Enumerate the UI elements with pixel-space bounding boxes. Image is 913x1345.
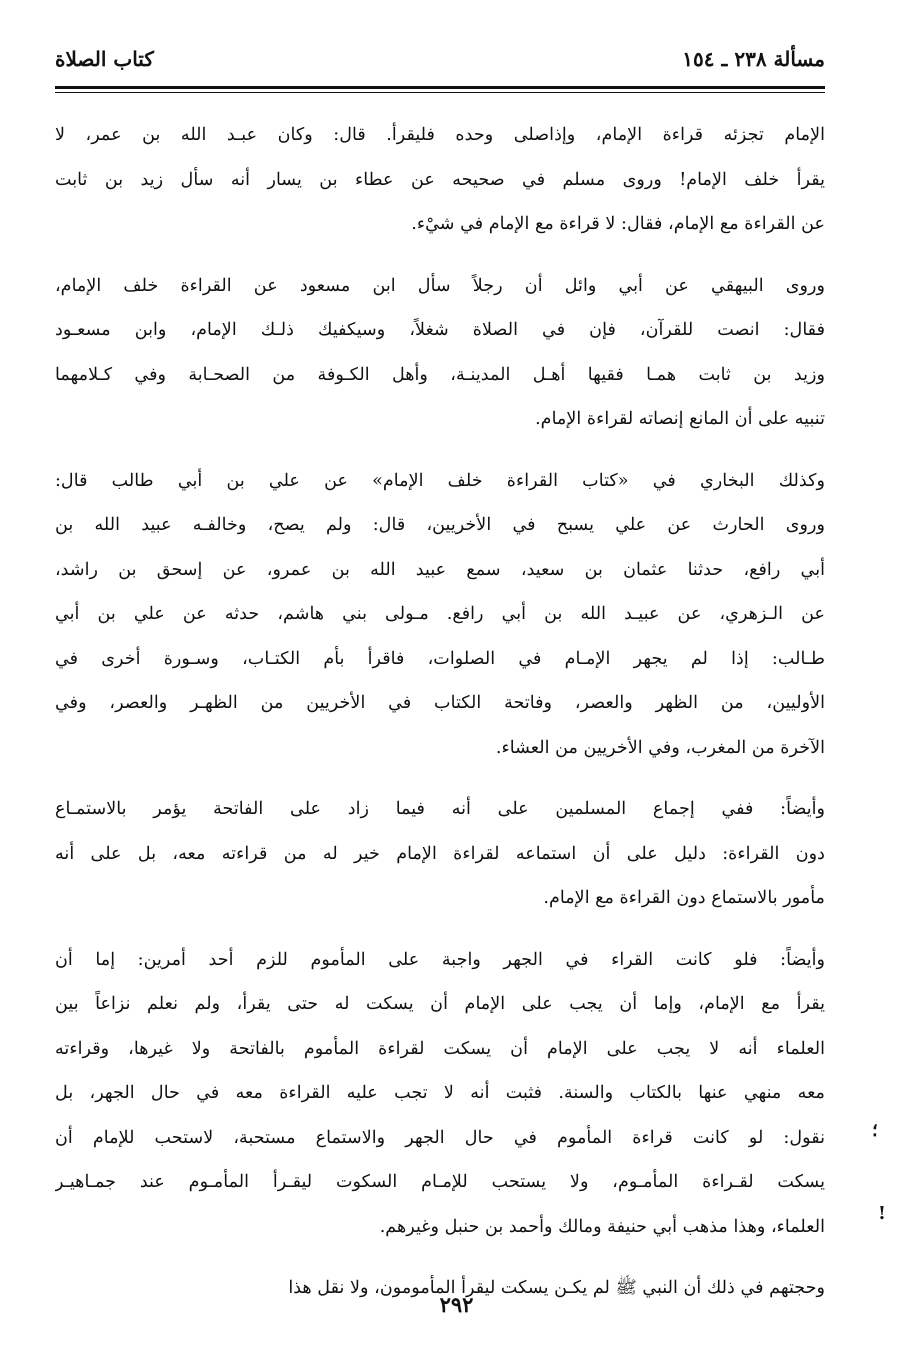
paragraph-gap — [55, 1249, 825, 1266]
text-line: يسكت لقـراءة المأمـوم، ولا يستحب للإمـام السكوت ليقـرأ المأمـوم عند جمـاهيـر — [55, 1172, 825, 1192]
paragraph — [55, 113, 825, 247]
text-line: وروى الحارث عن علي يسبح في الأخريين، قال: ولم يصح، وخالفـه عبيد الله بن — [55, 515, 825, 535]
text-line: عن القراءة مع الإمام، فقال: لا قراءة مع الإمام في شيْء. — [411, 214, 825, 234]
paragraph-gap — [55, 921, 825, 938]
margin-mark: ؛ — [872, 1120, 878, 1141]
body-text — [55, 113, 825, 1311]
text-line: يقرأ مع الإمام، وإما أن يجب على الإمام أن يسكت له حتى يقرأ، ولم نعلم نزاعاً بين — [55, 994, 825, 1014]
text-line: الأوليين، من الظهر والعصر، وفاتحة الكتاب في الأخريين من الظهـر والعصر، وفي — [55, 693, 825, 713]
text-line: طـالب: إذا لم يجهر الإمـام في الصلوات، فاقرأ بأم الكتـاب، وسـورة أخرى في — [55, 648, 825, 669]
book-title: كتاب الصلاة — [55, 47, 154, 71]
text-line: الإمام تجزئه قراءة الإمام، وإذاصلى وحده فليقرأ. قال: وكان عبـد الله بن عمر، لا — [55, 125, 825, 145]
paragraph — [55, 459, 825, 771]
text-line: نقول: لو كانت قراءة المأموم في حال الجهر والاستماع مستحبة، لاستحب للإمام أن — [55, 1127, 825, 1148]
header-rule-thick — [55, 86, 825, 89]
text-line: وأيضاً: ففي إجماع المسلمين على أنه فيما زاد على الفاتحة يؤمر بالاستمـاع — [55, 799, 825, 819]
text-line: فقال: انصت للقرآن، فإن في الصلاة شغلاً، وسيكفيك ذلـك الإمام، وابن مسعـود — [55, 320, 825, 340]
paragraph — [55, 938, 825, 1250]
paragraph-gap — [55, 770, 825, 787]
text-line: تنبيه على أن المانع إنصاته لقراءة الإمام. — [535, 409, 825, 429]
text-line: الآخرة من المغرب، وفي الأخريين من العشاء. — [495, 737, 825, 758]
margin-mark: ! — [878, 1203, 886, 1224]
text-line: أبي رافع، حدثنا عثمان بن سعيد، سمع عبيد الله بن عمرو، عن إسحق بن راشد، — [55, 559, 825, 580]
text-line: مأمور بالاستماع دون القراءة مع الإمام. — [543, 888, 825, 908]
text-line: يقرأ خلف الإمام! وروى مسلم في صحيحه عن عطاء بن يسار أنه سأل زيد بن ثابت — [55, 169, 825, 190]
text-line: عن الـزهري، عن عبيـد الله بن أبي رافع. مـولى بني هاشم، حدثه عن علي بن أبي — [55, 604, 825, 624]
header-rule-thin — [55, 92, 825, 93]
text-line: دون القراءة: دليل على أن استماعه لقراءة الإمام خير له من قراءته معه، بل على أنه — [55, 843, 825, 864]
text-line: وروى البيهقي عن أبي وائل أن رجلاً سأل ابن مسعود عن القراءة خلف الإمام، — [55, 275, 825, 296]
paragraph — [55, 264, 825, 442]
text-line: العلماء أنه لا يجب على الإمام أن يسكت لقراءة المأموم بالفاتحة ولا غيرها، وقراءته — [55, 1038, 825, 1059]
page-number: ٢٩٢ — [439, 1292, 474, 1317]
text-line: معه منهي عنها بالكتاب والسنة. فثبت أنه لا تجب عليه القراءة معه في حال الجهر، بل — [55, 1083, 825, 1103]
paragraph-gap — [55, 247, 825, 264]
text-line: العلماء، وهذا مذهب أبي حنيفة ومالك وأحمد بن حنبل وغيرهم. — [379, 1216, 825, 1237]
text-line: وأيضاً: فلو كانت القراء في الجهر واجبة على المأموم للزم أحد أمرين: إما أن — [55, 949, 825, 970]
running-header — [55, 42, 825, 76]
paragraph-gap — [55, 442, 825, 459]
text-line: وكذلك البخاري في «كتاب القراءة خلف الإمام» عن علي بن أبي طالب قال: — [55, 470, 825, 491]
text-line: وحجتهم في ذلك أن النبي ﷺ لم يكـن يسكت ليقرأ المأمومون، ولا نقل هذا — [288, 1278, 825, 1298]
issue-label: مسألة ٢٣٨ ـ ١٥٤ — [682, 47, 825, 71]
paragraph — [55, 787, 825, 921]
text-line: وزيد بن ثابت همـا فقيها أهـل المدينـة، وأهل الكـوفة من الصحـابة وفي كـلامهما — [55, 364, 825, 385]
